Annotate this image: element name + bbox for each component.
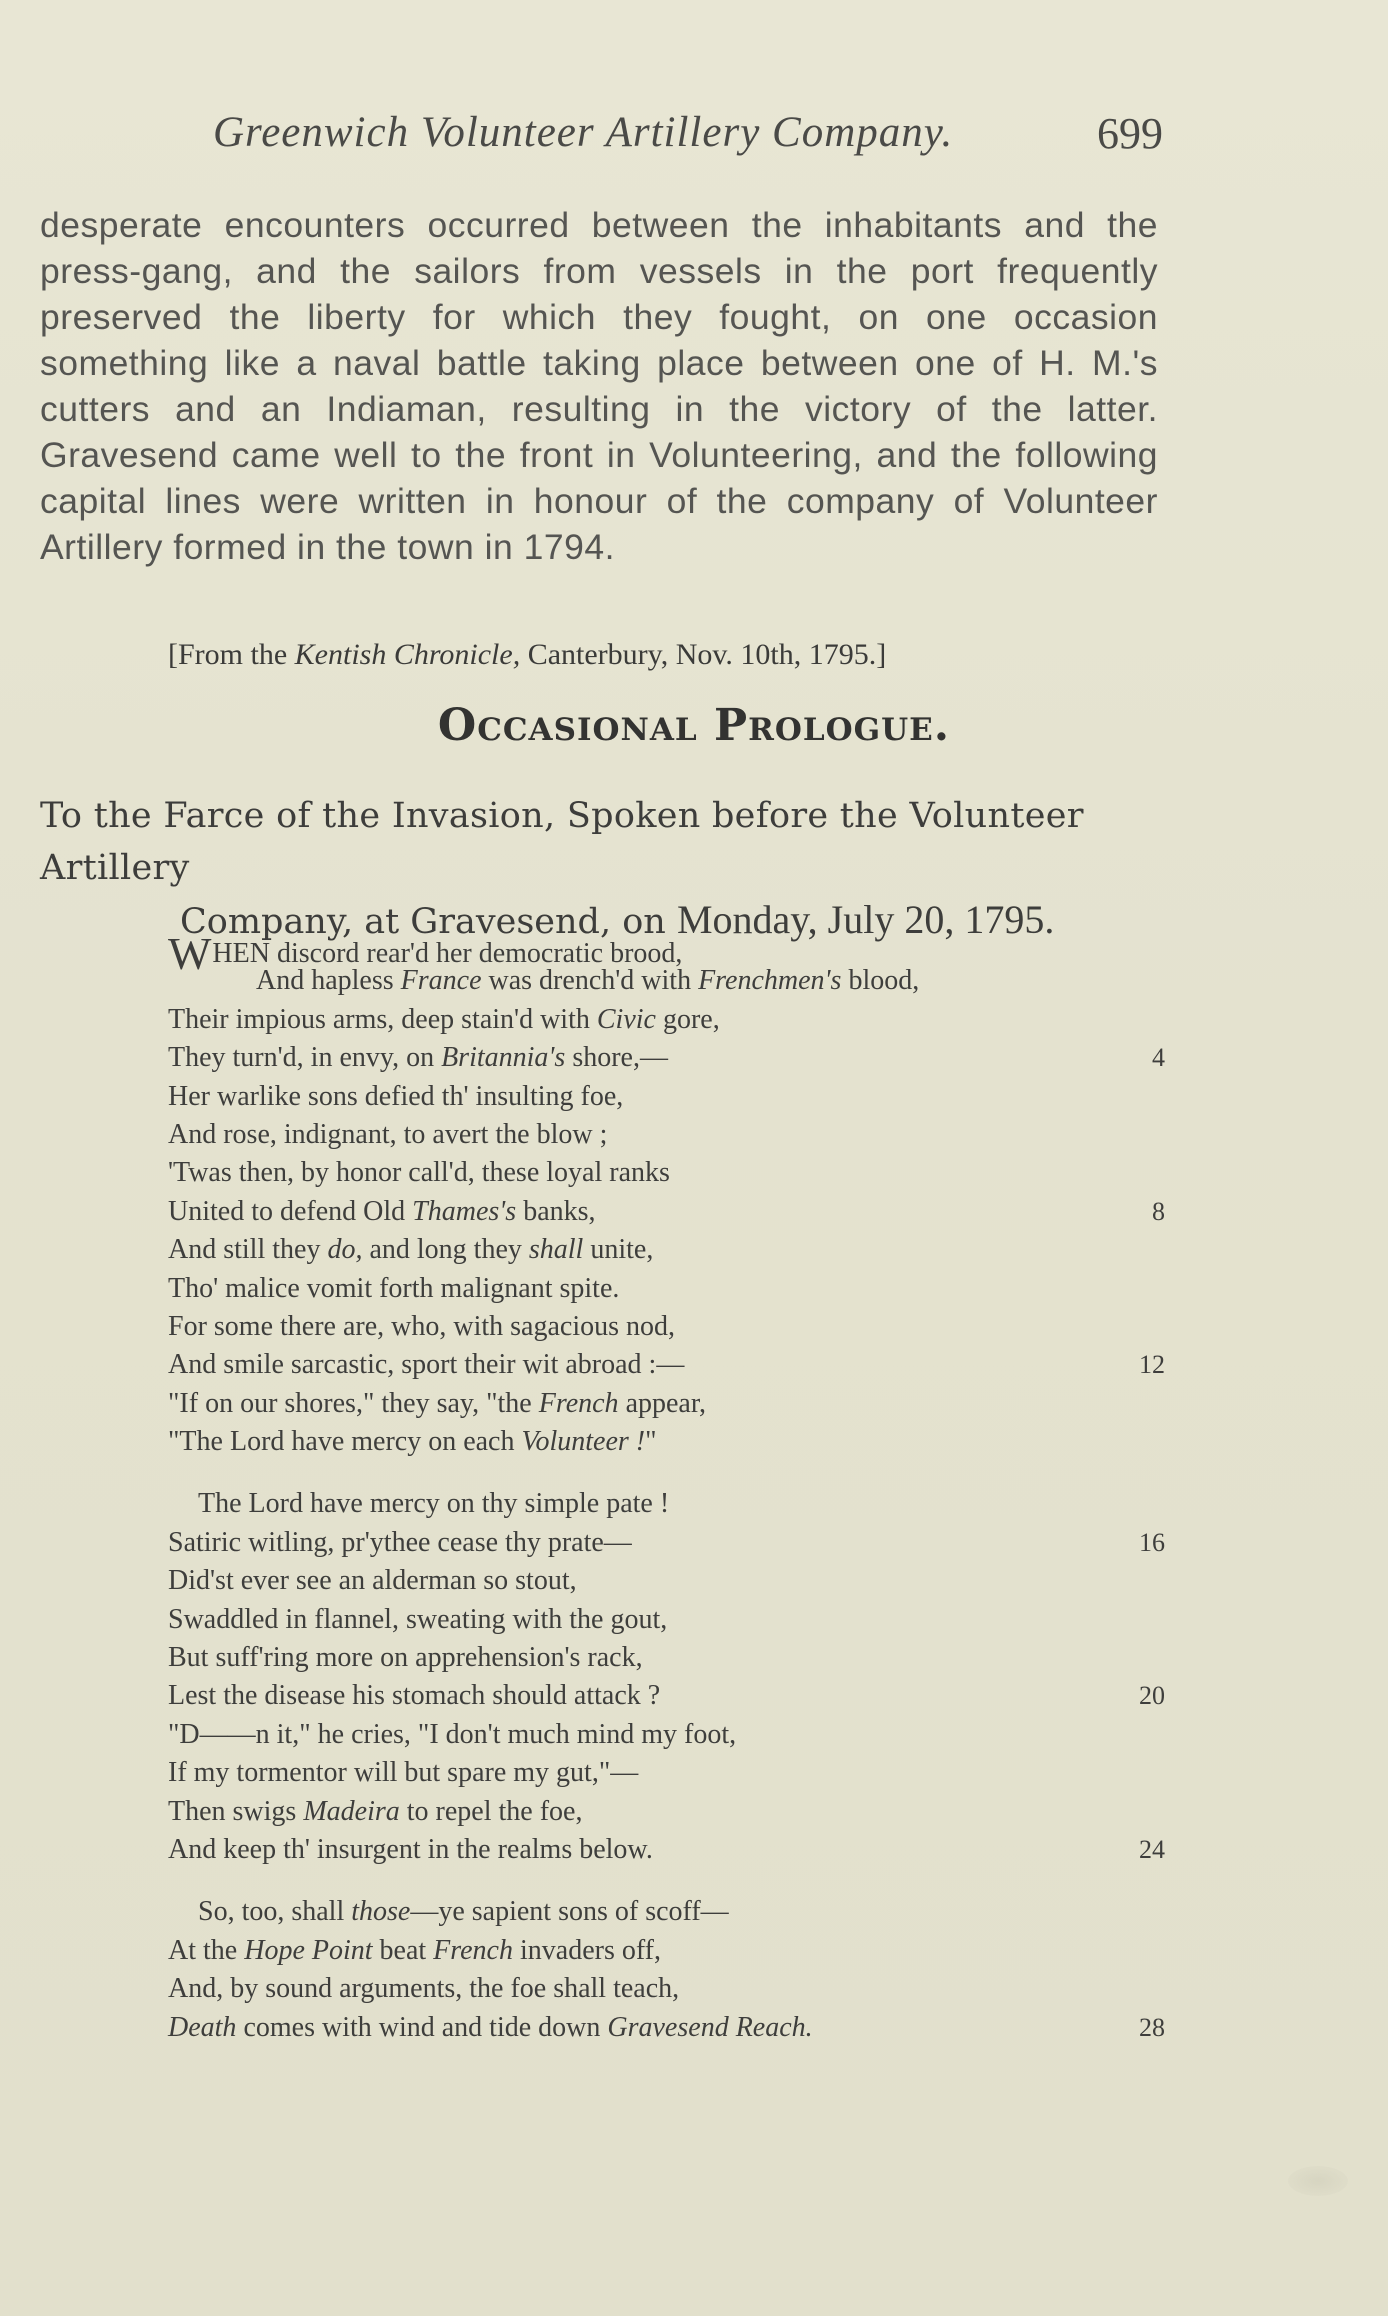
line-number: 12 [1139, 1350, 1165, 1380]
page-header [213, 108, 1163, 168]
poem-line-27: And, by sound arguments, the foe shall teach, [168, 1973, 680, 2005]
poem-line-25: So, too, shall those—ye sapient sons of scoff— [198, 1896, 729, 1928]
poem-line-8: United to defend Old Thames's banks, 8 [168, 1193, 1168, 1231]
poem-subtitle-date: Monday, July 20, 1795. [676, 897, 1055, 942]
line-number: 4 [1152, 1043, 1165, 1073]
stanza-2 [168, 1485, 1168, 1869]
source-suffix: Canterbury, Nov. 10th, 1795.] [520, 638, 887, 671]
poem-line-13: "If on our shores," they say, "the French appear, [168, 1387, 707, 1419]
poem-line-26: At the Hope Point beat French invaders off, [168, 1934, 661, 1966]
paper-stain [1288, 2166, 1348, 2196]
poem-line-18: Swaddled in flannel, sweating with the gout, [168, 1603, 668, 1635]
poem-line-21: "D——n it," he cries, "I don't much mind my foot, [168, 1718, 737, 1750]
poem-line-1: WHEN discord rear'd her democratic brood, [168, 928, 683, 979]
poem-line-12: And smile sarcastic, sport their wit abroad :— 12 [168, 1346, 1168, 1384]
source-prefix: [From the [168, 638, 295, 671]
poem-line-6: And rose, indignant, to avert the blow ; [168, 1118, 608, 1150]
poem-line-28: Death comes with wind and tide down Gravesend Reach. 28 [168, 2009, 1168, 2047]
poem-line-14: "The Lord have mercy on each Volunteer !" [168, 1426, 657, 1458]
poem-title: Occasional Prologue. [437, 700, 951, 751]
source-publication: Kentish Chronicle, [294, 638, 521, 671]
poem-line-11: For some there are, who, with sagacious nod, [168, 1310, 675, 1342]
line-number: 20 [1139, 1681, 1165, 1711]
poem-body [168, 924, 1168, 2047]
stanza-3 [168, 1893, 1168, 2047]
poem-line-23: Then swigs Madeira to repel the foe, [168, 1795, 583, 1827]
poem-subtitle-line-1: To the Farce of the Invasion, Spoken before the Volunteer Artillery [40, 796, 1084, 888]
poem-line-7: 'Twas then, by honor call'd, these loyal ranks [168, 1157, 670, 1189]
source-citation [168, 638, 1168, 672]
poem-line-22: If my tormentor will but spare my gut,"— [168, 1757, 639, 1789]
poem-line-17: Did'st ever see an alderman so stout, [168, 1565, 577, 1597]
poem-line-19: But suff'ring more on apprehension's rack, [168, 1642, 643, 1674]
poem-line-9: And still they do, and long they shall unite, [168, 1234, 654, 1266]
poem-line-10: Tho' malice vomit forth malignant spite. [168, 1272, 620, 1304]
line-number: 16 [1139, 1527, 1165, 1557]
stanza-1 [168, 924, 1168, 1461]
poem-line-2: And hapless France was drench'd with Frenchmen's blood, [256, 965, 920, 997]
poem-subtitle-company: Company, at Gravesend, on [180, 902, 677, 942]
line-number: 24 [1139, 1834, 1165, 1864]
poem-line-15: The Lord have mercy on thy simple pate ! [198, 1488, 670, 1520]
line-number: 8 [1152, 1196, 1165, 1226]
drop-cap: W [168, 928, 212, 979]
running-title: Greenwich Volunteer Artillery Company. [213, 109, 954, 156]
poem-line-16: Satiric witling, pr'ythee cease thy prate— 16 [168, 1524, 1168, 1562]
poem-line-20: Lest the disease his stomach should attack ? 20 [168, 1677, 1168, 1715]
poem-line-24: And keep th' insurgent in the realms below. 24 [168, 1831, 1168, 1869]
prose-paragraph: desperate encounters occurred between the inhabitants and the press-gang, and the sailors from vessels in the port frequently preserved the liberty for which they fought, on one occasion something like a naval battle taking place between one of H. M.'s cutters and an Indiaman, resulting in the victory of the latter. Gravesend came well to the front in Volunteering, and the following capital lines were written in honour of the company of Volunteer Artillery formed in the town in 1794. [40, 205, 1158, 567]
poem-line-4: They turn'd, in envy, on Britannia's shore,— 4 [168, 1039, 1168, 1077]
page-number: 699 [1097, 109, 1163, 158]
line-number: 28 [1139, 2012, 1165, 2042]
poem-line-3: Their impious arms, deep stain'd with Civic gore, [168, 1003, 720, 1035]
poem-line-5: Her warlike sons defied th' insulting foe, [168, 1080, 624, 1112]
